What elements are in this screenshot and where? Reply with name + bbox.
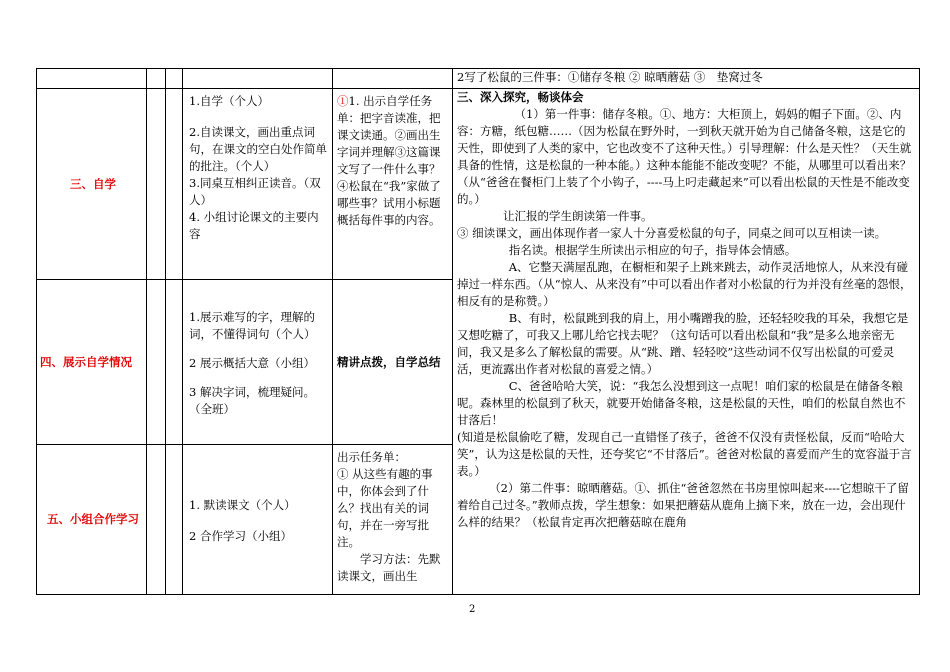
circled-number: ① (337, 94, 349, 108)
empty-cell (166, 280, 183, 445)
empty-cell (166, 89, 183, 280)
step-text: 4. 小组讨论课文的主要内容 (189, 210, 319, 241)
main-content (453, 89, 920, 595)
teacher-task (333, 445, 453, 595)
main-heading: 三、深入探究，畅谈体会 (457, 90, 584, 104)
main-paragraph: （2）第二件事：晾晒蘑菇。①、抓住“爸爸忽然在书房里惊叫起来----它想晾干了留着给自己过冬。”教师点拨，学生想象：如果把蘑菇从鹿角上摘下来，放在一边，会出现什么样的结果？（松鼠肯定再次把蘑菇晾在鹿角 (457, 481, 909, 529)
empty-cell (333, 69, 453, 89)
main-paragraph: B、有时，松鼠跳到我的肩上，用小嘴蹭我的脸，还轻轻咬我的耳朵，我想它是又想吃糖了，可我又上哪儿给它找去呢？（这句话可以看出松鼠和“我”是多么地亲密无间，我又是多么了解松鼠的需要。从“跳、蹭、轻轻咬”这些动词不仅写出松鼠的可爱灵活，更流露出作者对松鼠的喜爱之情。） (457, 311, 909, 376)
table-row (37, 89, 920, 280)
table-row (37, 69, 920, 89)
empty-cell (147, 69, 166, 89)
top-row-content: 2写了松鼠的三件事：①储存冬粮 ② 晾晒蘑菇 ③ 垫窝过冬 (453, 69, 920, 89)
step-text: 2 展示概括大意（小组） (189, 355, 315, 370)
section-title: 五、小组合作学习 (37, 445, 147, 595)
section-title: 三、自学 (37, 89, 147, 280)
main-paragraph: C、爸爸哈哈大笑，说：“我怎么没想到这一点呢！咱们家的松鼠是在储备冬粮呢。森林里的松鼠到了秋天，就要开始储备冬粮，这是松鼠的天性，咱们的松鼠自然也不甘落后！ (457, 379, 906, 427)
empty-cell (37, 69, 147, 89)
main-paragraph: A、它整天满屋乱跑，在橱柜和架子上跳来跳去，动作灵活地惊人，从来没有碰掉过一样东西。（从“惊人、从来没有”中可以看出作者对小松鼠的行为并没有丝毫的怨恨，相反有的是称赞。） (457, 260, 912, 308)
lesson-plan-table (36, 68, 920, 595)
main-paragraph: （1）第一件事：储存冬粮。①、地方：大柜顶上，妈妈的帽子下面。②、内容：方糖，纸包糖……（因为松鼠在野外时，一到秋天就开始为自己储备冬粮，这是它的天性，即使到了人类的家中，它也改变不了这种天性。）引导理解：什么是天性？（天生就具备的性情，这是松鼠的一种本能。）这种本能能不能改变呢？不能，从哪里可以看出来？（从“爸爸在餐柜门上装了个小钩子，----马上叼走藏起来”可以看出松鼠的天性是不能改变的。） (457, 107, 912, 206)
teacher-task: 精讲点拨，自学总结 (333, 280, 453, 445)
section-title: 四、展示自学情况 (37, 280, 147, 445)
empty-cell (147, 280, 166, 445)
main-paragraph: ③ 细读课文，画出体现作者一家人十分喜爱松鼠的句子，同桌之间可以互相读一读。 (457, 226, 887, 240)
step-text: 3.同桌互相纠正读音。（双人） (189, 176, 321, 207)
empty-cell (166, 445, 183, 595)
task-title: 出示任务单： (337, 450, 406, 464)
step-text: 3 解决字词，梳理疑问。（全班） (189, 384, 315, 416)
main-paragraph: 指名读。根据学生所读出示相应的句子，指导体会情感。 (508, 243, 797, 257)
student-steps (183, 89, 333, 280)
empty-cell (166, 69, 183, 89)
main-paragraph: (知道是松鼠偷吃了糖，发现自己一直错怪了孩子，爸爸不仅没有责怪松鼠，反而“哈哈大笑”，认为这是松鼠的天性，还夸奖它“不甘落后”。爸爸对松鼠的喜爱而产生的宽容溢于言表。） (457, 430, 912, 478)
empty-cell (147, 445, 166, 595)
page-number: 2 (469, 604, 476, 615)
step-text: 2 合作学习（小组） (189, 528, 292, 543)
step-text: 1. 默读课文（个人） (189, 497, 296, 512)
empty-cell (147, 89, 166, 280)
teacher-task (333, 89, 453, 280)
task-text: ① 从这些有趣的事中，你体会到了什么？找出有关的词句，并在一旁写批注。 (337, 467, 433, 549)
main-paragraph: 让汇报的学生朗读第一件事。 (503, 209, 653, 223)
student-steps (183, 280, 333, 445)
step-text: 1.展示难写的字，理解的词，不懂得词句（个人） (189, 309, 316, 341)
step-text: 2.自读课文，画出重点词句，在课文的空白处作简单的批注。（个人） (189, 125, 327, 173)
task-method: 学习方法：先默读课文，画出生 (337, 552, 441, 583)
empty-cell (183, 69, 333, 89)
student-steps (183, 445, 333, 595)
task-text: 1. 出示自学任务单：把字音读准，把课文读通。②画出生字词并理解③这篇课文写了一件什么事？④松鼠在“我”家做了哪些事？试用小标题概括每件事的内容。 (337, 94, 441, 227)
step-text: 1.自学（个人） (189, 94, 269, 108)
